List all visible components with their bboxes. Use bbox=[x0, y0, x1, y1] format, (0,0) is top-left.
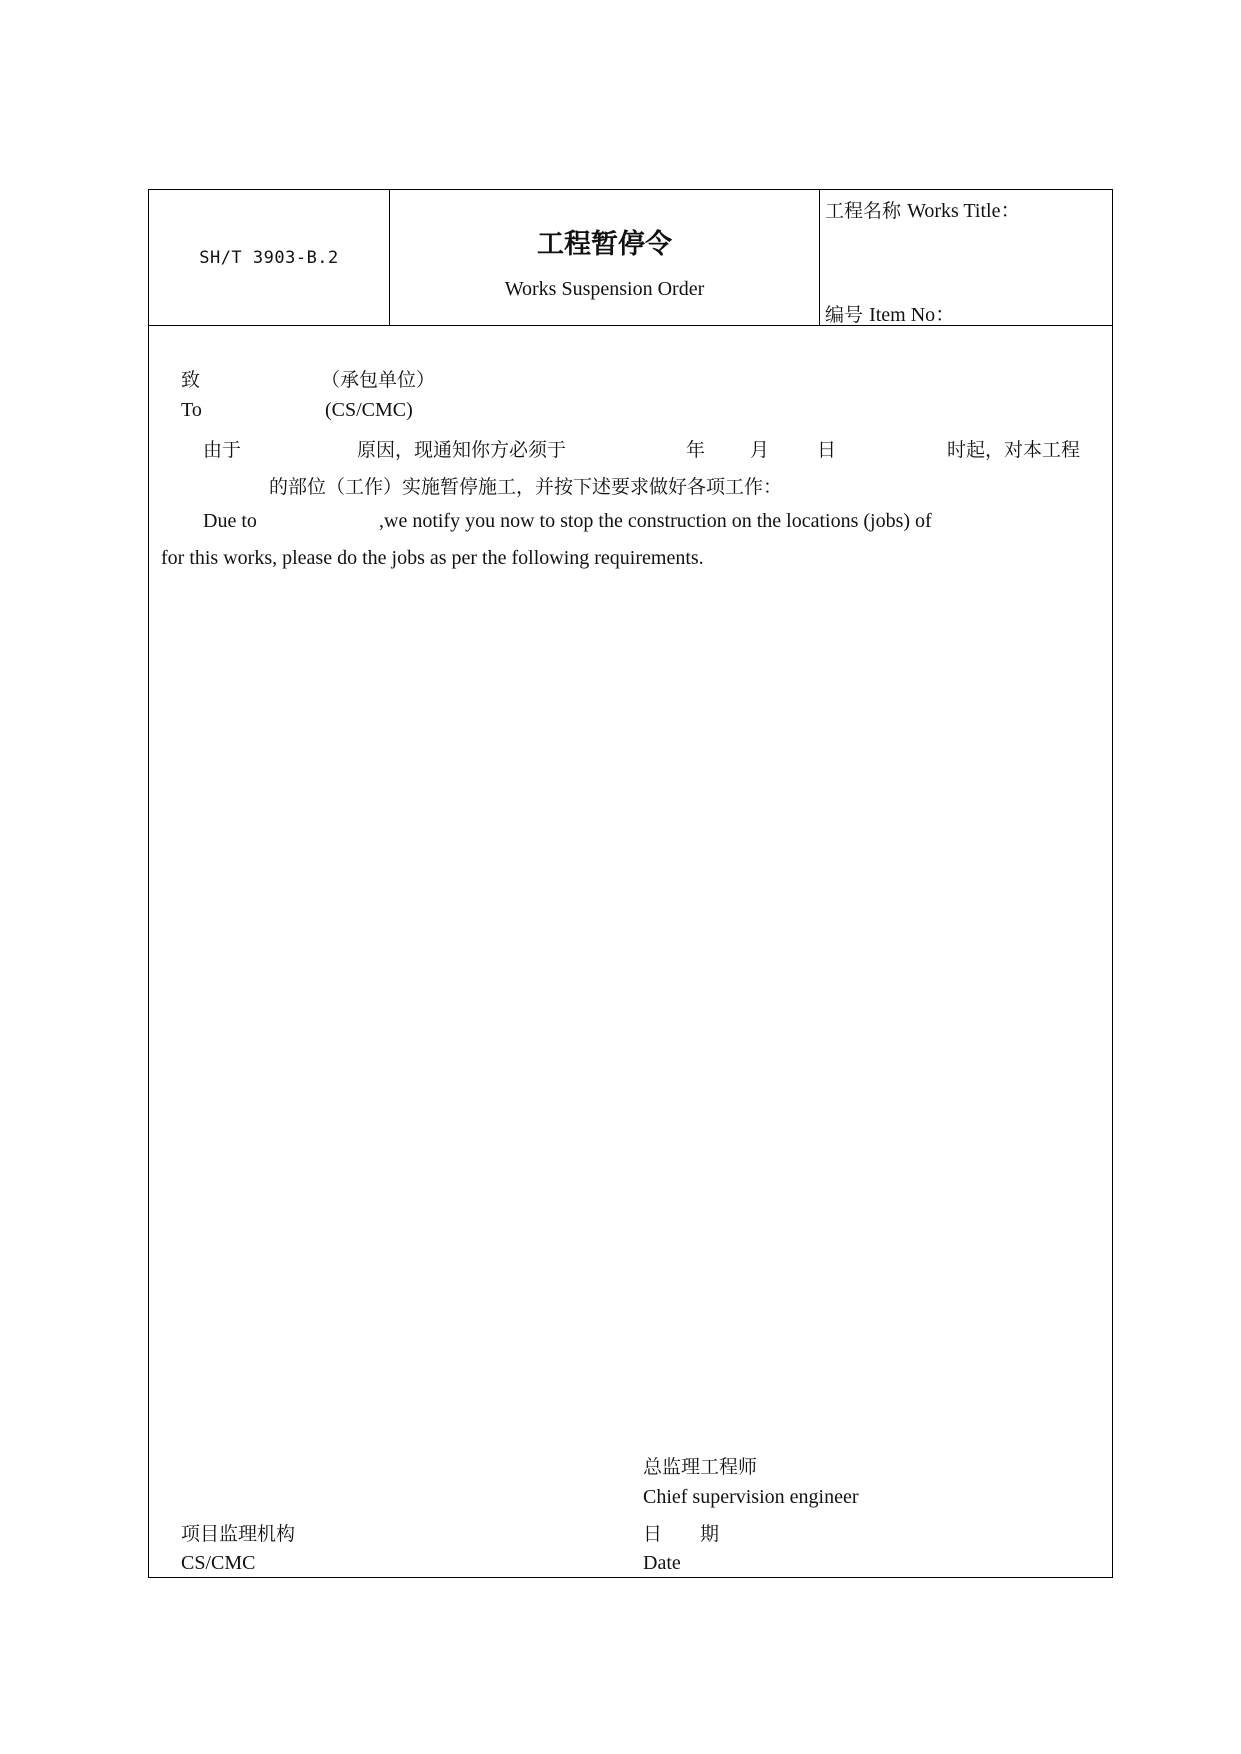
form-code: SH/T 3903-B.2 bbox=[199, 248, 339, 268]
contractor-label-en: (CS/CMC) bbox=[325, 399, 413, 421]
item-no-label-cn: 编号 bbox=[825, 304, 864, 326]
reason-prefix: 由于 bbox=[203, 439, 242, 461]
to-label-en: To bbox=[181, 399, 202, 421]
item-no-field bbox=[825, 298, 955, 327]
works-title-field bbox=[825, 194, 1020, 223]
contractor-label-cn: （承包单位） bbox=[321, 369, 436, 391]
item-no-label-en: Item No： bbox=[869, 304, 956, 326]
hour-text: 时起，对本工程 bbox=[947, 439, 1081, 461]
suspension-order-form bbox=[148, 189, 1113, 1578]
instruction-line-en: for this works, please do the jobs as per the following requirements. bbox=[161, 547, 704, 569]
chief-engineer-label-en: Chief supervision engineer bbox=[643, 1486, 859, 1508]
month-label: 月 bbox=[750, 439, 770, 461]
due-to-label: Due to bbox=[203, 510, 257, 532]
cs-org-label-cn: 项目监理机构 bbox=[181, 1523, 296, 1545]
header-divider-vertical-2 bbox=[819, 190, 820, 326]
works-title-label-en: Works Title： bbox=[907, 200, 1021, 222]
cs-org-label-en: CS/CMC bbox=[181, 1552, 256, 1574]
works-title-label-cn: 工程名称 bbox=[825, 200, 902, 222]
title-cell bbox=[390, 190, 819, 326]
to-label-cn: 致 bbox=[181, 369, 201, 391]
date-label-en: Date bbox=[643, 1552, 681, 1574]
form-title-en: Works Suspension Order bbox=[504, 278, 705, 300]
day-label: 日 bbox=[817, 439, 837, 461]
notify-text-en: ,we notify you now to stop the construction on the locations (jobs) of bbox=[379, 510, 932, 532]
year-label: 年 bbox=[686, 439, 706, 461]
date-label-cn: 日 期 bbox=[643, 1523, 720, 1545]
reason-text: 原因，现通知你方必须于 bbox=[357, 439, 567, 461]
chief-engineer-label-cn: 总监理工程师 bbox=[643, 1456, 758, 1478]
meta-cell bbox=[821, 190, 1112, 326]
instruction-line-cn: 的部位（工作）实施暂停施工，并按下述要求做好各项工作： bbox=[269, 476, 783, 498]
form-title-cn: 工程暂停令 bbox=[537, 229, 672, 260]
